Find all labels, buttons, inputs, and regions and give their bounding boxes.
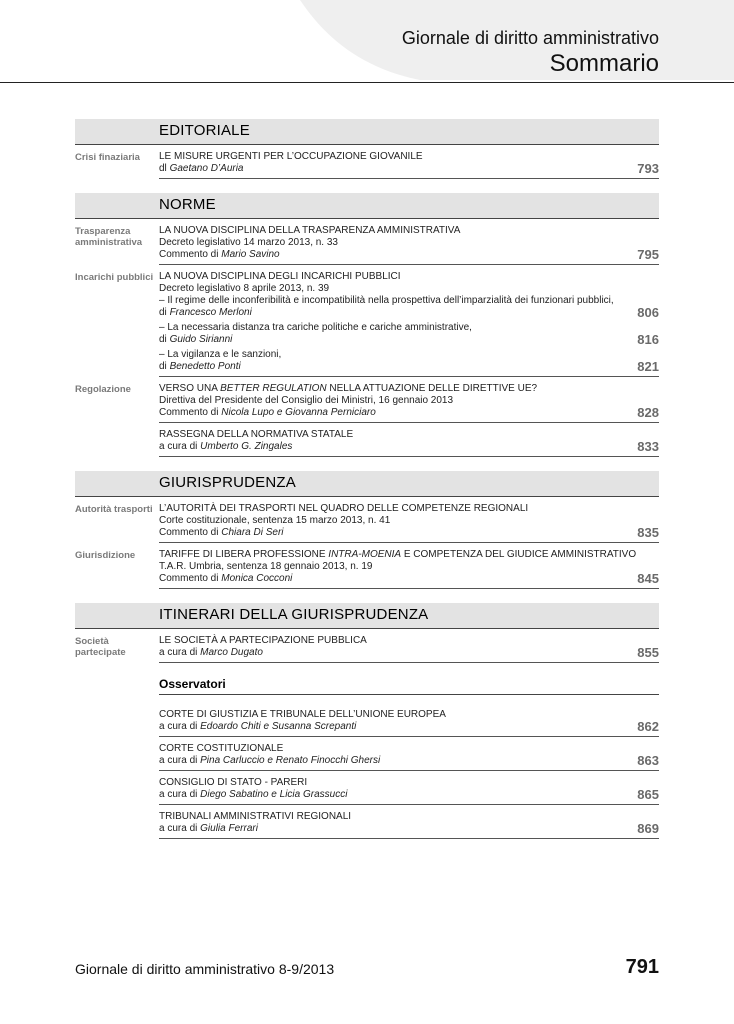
category-spacer — [75, 675, 159, 839]
author-credit: a cura di Giulia Ferrari — [159, 823, 258, 834]
observatori-title: Osservatori — [159, 675, 659, 695]
footer-page-number: 791 — [625, 956, 659, 978]
author-credit: Commento di Nicola Lupo e Giovanna Perniciaro — [159, 407, 376, 418]
article-author-line — [159, 361, 659, 373]
page-number[interactable]: 869 — [637, 821, 659, 836]
group-articles — [159, 271, 659, 377]
article-entry — [159, 549, 659, 589]
author-name: Diego Sabatino e Licia Grassucci — [200, 789, 348, 800]
group-articles — [159, 503, 659, 543]
article-title[interactable]: CORTE DI GIUSTIZIA E TRIBUNALE DELL’UNIONE EUROPEA — [159, 709, 446, 720]
author-credit: di Benedetto Ponti — [159, 361, 241, 372]
table-of-contents — [75, 119, 659, 839]
article-title[interactable]: CORTE COSTITUZIONALE — [159, 743, 284, 754]
page-number[interactable]: 793 — [637, 161, 659, 176]
article-title[interactable]: VERSO UNA BETTER REGULATION NELLA ATTUAZIONE DELLE DIRETTIVE UE? — [159, 383, 538, 394]
article-author-line — [159, 334, 659, 346]
title-emphasis: INTRA-MOENIA — [328, 549, 402, 560]
author-credit: Commento di Mario Savino — [159, 249, 280, 260]
page-number[interactable]: 855 — [637, 645, 659, 660]
author-credit: di Guido Sirianni — [159, 334, 233, 345]
author-name: Guido Sirianni — [169, 334, 233, 345]
article-source: Decreto legislativo 14 marzo 2013, n. 33 — [159, 237, 338, 248]
page-number[interactable]: 828 — [637, 405, 659, 420]
section-group — [75, 383, 659, 457]
header-rule — [0, 82, 734, 83]
article-entry — [159, 777, 659, 805]
article-title[interactable]: LE SOCIETÀ A PARTECIPAZIONE PUBBLICA — [159, 635, 367, 646]
article-source: Decreto legislativo 8 aprile 2013, n. 39 — [159, 283, 330, 294]
page-number[interactable]: 862 — [637, 719, 659, 734]
article-author-line — [159, 721, 659, 733]
author-name: Umberto G. Zingales — [200, 441, 293, 452]
section-gap — [75, 457, 659, 471]
author-name: Benedetto Ponti — [169, 361, 241, 372]
article-title[interactable]: LA NUOVA DISCIPLINA DEGLI INCARICHI PUBBLICI — [159, 271, 401, 282]
author-credit: dl Gaetano D’Auria — [159, 163, 244, 174]
category-label: Giurisdizione — [75, 550, 136, 561]
article-author-line — [159, 527, 659, 539]
article-entry — [159, 429, 659, 457]
article-author-line — [159, 307, 659, 319]
article-entry — [159, 151, 659, 179]
author-name: Gaetano D’Auria — [169, 163, 244, 174]
article-title[interactable]: LE MISURE URGENTI PER L’OCCUPAZIONE GIOVANILE — [159, 151, 423, 162]
section-title: GIURISPRUDENZA — [159, 474, 296, 491]
author-credit: a cura di Edoardo Chiti e Susanna Screpanti — [159, 721, 357, 732]
section-header — [75, 193, 659, 219]
author-name: Chiara Di Seri — [221, 527, 284, 538]
category-label: Società partecipate — [75, 636, 126, 658]
section-header — [75, 603, 659, 629]
article-author-line — [159, 163, 659, 175]
category-label: Autorità trasporti — [75, 504, 153, 515]
page-number[interactable]: 863 — [637, 753, 659, 768]
section-group — [75, 271, 659, 377]
article-source: T.A.R. Umbria, sentenza 18 gennaio 2013, n. 19 — [159, 561, 373, 572]
article-entry — [159, 271, 659, 377]
author-credit: a cura di Diego Sabatino e Licia Grassucci — [159, 789, 348, 800]
author-credit: Commento di Chiara Di Seri — [159, 527, 284, 538]
section-title: EDITORIALE — [159, 122, 250, 139]
page-title: Sommario — [549, 50, 659, 77]
group-articles — [159, 383, 659, 457]
article-title[interactable]: LA NUOVA DISCIPLINA DELLA TRASPARENZA AMMINISTRATIVA — [159, 225, 461, 236]
section-group — [75, 503, 659, 543]
author-name: Pina Carluccio e Renato Finocchi Ghersi — [200, 755, 381, 766]
article-author-line — [159, 823, 659, 835]
group-articles — [159, 635, 659, 663]
article-author-line — [159, 755, 659, 767]
page-number[interactable]: 795 — [637, 247, 659, 262]
article-author-line — [159, 441, 659, 453]
sub-article-title: – La vigilanza e le sanzioni, — [159, 349, 282, 360]
author-credit: a cura di Marco Dugato — [159, 647, 263, 658]
article-author-line — [159, 573, 659, 585]
article-entry — [159, 743, 659, 771]
sub-article[interactable] — [159, 322, 659, 346]
author-name: Monica Cocconi — [221, 573, 293, 584]
author-credit: di Francesco Merloni — [159, 307, 252, 318]
article-title[interactable]: L’AUTORITÀ DEI TRASPORTI NEL QUADRO DELLE COMPETENZE REGIONALI — [159, 503, 529, 514]
article-source: Corte costituzionale, sentenza 15 marzo 2013, n. 41 — [159, 515, 391, 526]
sub-article[interactable] — [159, 349, 659, 373]
category-label: Incarichi pubblici — [75, 272, 154, 283]
article-entry — [159, 225, 659, 265]
section-group — [75, 549, 659, 589]
article-source: Direttiva del Presidente del Consiglio dei Ministri, 16 gennaio 2013 — [159, 395, 454, 406]
author-name: Nicola Lupo e Giovanna Perniciaro — [221, 407, 376, 418]
page-number[interactable]: 845 — [637, 571, 659, 586]
page-number[interactable]: 806 — [637, 305, 659, 320]
section-header — [75, 119, 659, 145]
page-number[interactable]: 865 — [637, 787, 659, 802]
observatori-list — [159, 675, 659, 839]
footer-journal-issue: Giornale di diritto amministrativo 8-9/2013 — [75, 961, 335, 977]
article-entry — [159, 503, 659, 543]
section-gap — [75, 179, 659, 193]
article-entry — [159, 383, 659, 423]
section-header — [75, 471, 659, 497]
article-author-line — [159, 407, 659, 419]
author-name: Giulia Ferrari — [200, 823, 258, 834]
section-title: ITINERARI DELLA GIURISPRUDENZA — [159, 606, 429, 623]
section-gap — [75, 589, 659, 603]
author-credit: Commento di Monica Cocconi — [159, 573, 293, 584]
article-author-line — [159, 789, 659, 801]
sub-article[interactable] — [159, 295, 659, 319]
group-articles — [159, 549, 659, 589]
author-name: Edoardo Chiti e Susanna Screpanti — [200, 721, 357, 732]
observatori-group — [75, 675, 659, 839]
author-credit: a cura di Umberto G. Zingales — [159, 441, 293, 452]
article-author-line — [159, 249, 659, 261]
sub-article-title: – Il regime delle inconferibilità e incompatibilità nella prospettiva dell’imparzialità dei funzionari pubblici, — [159, 295, 614, 306]
category-label: Crisi finaziaria — [75, 152, 140, 163]
category-label: Trasparenza amministrativa — [75, 226, 143, 248]
page-number[interactable]: 835 — [637, 525, 659, 540]
section-group — [75, 151, 659, 179]
section-title: NORME — [159, 196, 216, 213]
article-title[interactable]: TRIBUNALI AMMINISTRATIVI REGIONALI — [159, 811, 352, 822]
group-articles — [159, 151, 659, 179]
author-name: Mario Savino — [221, 249, 280, 260]
page-number[interactable]: 821 — [637, 359, 659, 374]
article-entry — [159, 635, 659, 663]
article-entry — [159, 709, 659, 737]
author-name: Marco Dugato — [200, 647, 263, 658]
article-title[interactable]: RASSEGNA DELLA NORMATIVA STATALE — [159, 429, 354, 440]
category-label: Regolazione — [75, 384, 131, 395]
article-entry — [159, 811, 659, 839]
title-emphasis: BETTER REGULATION — [220, 383, 327, 394]
page-number[interactable]: 816 — [637, 332, 659, 347]
group-articles — [159, 225, 659, 265]
sub-article-title: – La necessaria distanza tra cariche politiche e cariche amministrative, — [159, 322, 472, 333]
article-title[interactable]: CONSIGLIO DI STATO - PARERI — [159, 777, 308, 788]
author-credit: a cura di Pina Carluccio e Renato Finocchi Ghersi — [159, 755, 381, 766]
section-group — [75, 635, 659, 663]
article-author-line — [159, 647, 659, 659]
article-title[interactable]: TARIFFE DI LIBERA PROFESSIONE INTRA-MOENIA E COMPETENZA DEL GIUDICE AMMINISTRATIVO — [159, 549, 637, 560]
author-name: Francesco Merloni — [169, 307, 252, 318]
section-group — [75, 225, 659, 265]
journal-name: Giornale di diritto amministrativo — [401, 28, 659, 48]
page-number[interactable]: 833 — [637, 439, 659, 454]
